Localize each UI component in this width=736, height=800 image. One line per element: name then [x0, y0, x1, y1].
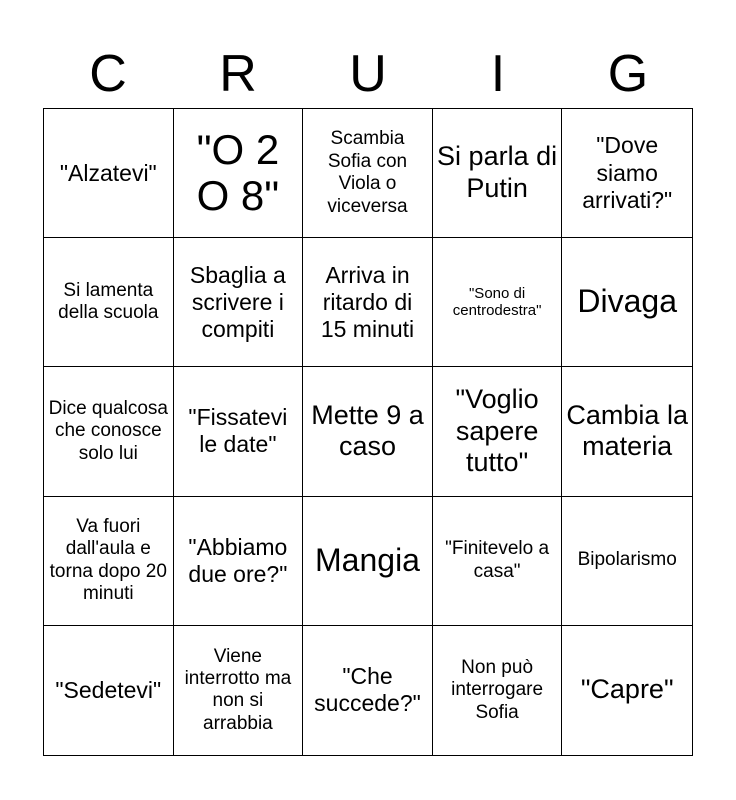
bingo-cell[interactable]: "Capre" [580, 674, 674, 705]
bingo-cell[interactable]: "Dove siamo arrivati?" [562, 109, 692, 238]
header-letter-i: I [490, 45, 506, 103]
bingo-cell[interactable]: Cambia la materia [562, 367, 692, 496]
bingo-cell[interactable]: "Abbiamo due ore?" [174, 497, 304, 626]
bingo-cell[interactable]: Va fuori dall'aula e torna dopo 20 minuti [44, 497, 174, 626]
bingo-cell[interactable]: Viene interrotto ma non si arrabbia [174, 626, 304, 755]
header-letter-u: U [349, 45, 387, 103]
bingo-cell[interactable]: "O 2 O 8" [174, 109, 304, 238]
bingo-cell[interactable]: "Finitevelo a casa" [433, 497, 563, 626]
bingo-cell[interactable]: Si lamenta della scuola [44, 238, 174, 367]
bingo-cell[interactable]: Sbaglia a scrivere i compiti [174, 238, 304, 367]
bingo-cell[interactable]: Mette 9 a caso [303, 367, 433, 496]
bingo-cell[interactable]: Bipolarismo [562, 497, 692, 626]
header-letter-g: G [607, 45, 649, 103]
bingo-board [43, 108, 693, 756]
bingo-cell[interactable]: Dice qualcosa che conosce solo lui [44, 367, 174, 496]
bingo-cell[interactable]: Arriva in ritardo di 15 minuti [303, 238, 433, 367]
bingo-cell[interactable]: "Fissatevi le date" [174, 367, 304, 496]
bingo-cell[interactable]: "Alzatevi" [44, 109, 174, 238]
bingo-cell[interactable]: Mangia [303, 497, 433, 626]
header-letter-r: R [219, 45, 257, 103]
bingo-cell[interactable]: "Voglio sapere tutto" [433, 367, 563, 496]
header-letter-c: C [89, 45, 127, 103]
bingo-cell[interactable]: "Sono di centrodestra" [433, 238, 563, 367]
bingo-cell[interactable]: "Che succede?" [303, 626, 433, 755]
bingo-cell[interactable]: "Sedetevi" [44, 626, 174, 755]
bingo-cell[interactable]: Divaga [562, 238, 692, 367]
bingo-cell[interactable]: Non può interrogare Sofia [433, 626, 563, 755]
bingo-header [43, 40, 693, 108]
bingo-cell[interactable]: Si parla di Putin [433, 109, 563, 238]
bingo-cell[interactable]: Scambia Sofia con Viola o viceversa [303, 109, 433, 238]
